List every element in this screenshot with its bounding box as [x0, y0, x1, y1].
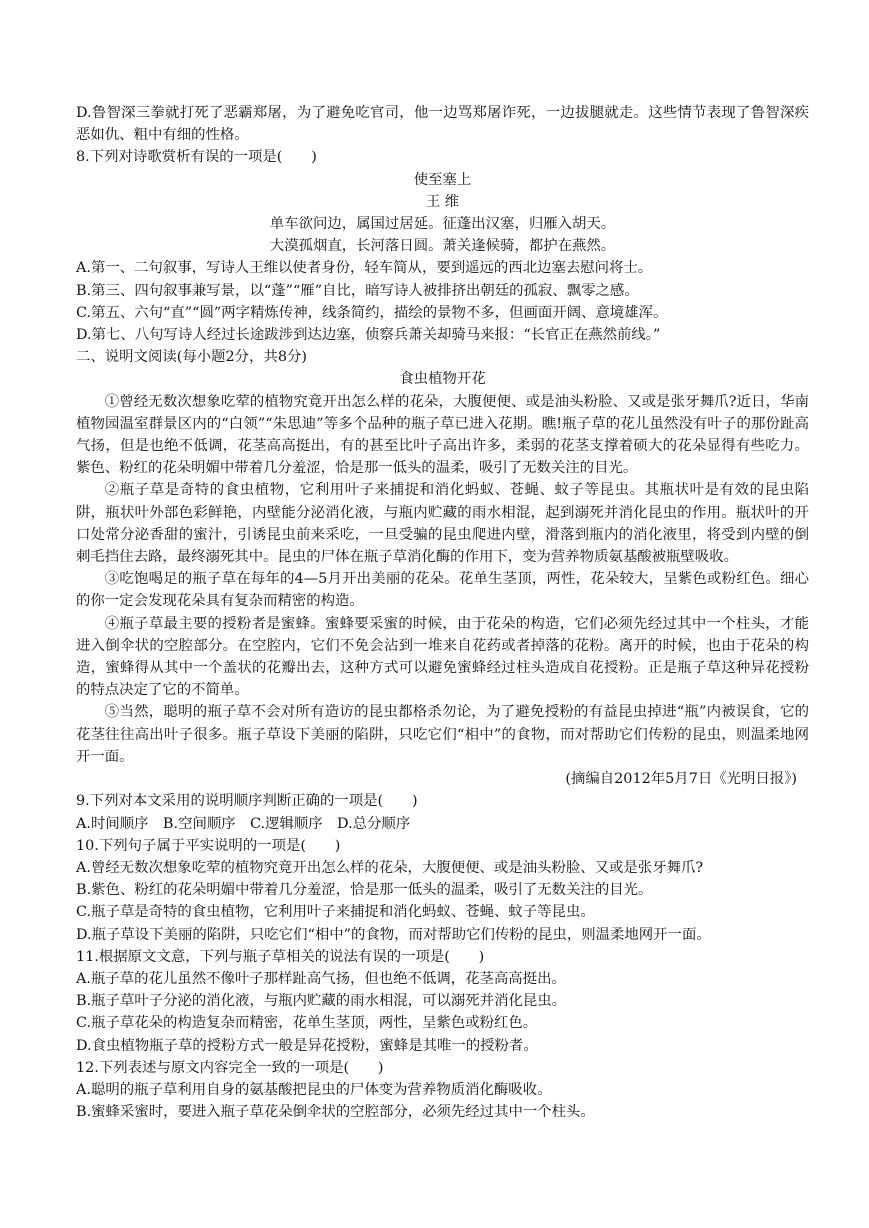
q11-stem: 11.根据原文文意，下列与瓶子草相关的说法有误的一项是( ) [76, 948, 485, 965]
q12-option-b: B.蜜蜂采蜜时，要进入瓶子草花朵倒伞状的空腔部分，必须先经过其中一个柱头。 [76, 1104, 595, 1121]
section-heading: 二、说明文阅读(每小题2分，共8分) [76, 349, 308, 366]
q8-stem: 8.下列对诗歌赏析有误的一项是( ) [76, 149, 317, 166]
q10-option-d: D.瓶子草设下美丽的陷阱，只吃它们“相中”的食物，而对帮助它们传粉的昆虫，则温柔地网开一面。 [76, 926, 711, 943]
poem-title: 使至塞上 [413, 171, 472, 188]
q7-option-d: D.鲁智深三拳就打死了恶霸郑屠，为了避免吃官司，他一边骂郑屠诈死，一边拔腿就走。这些情节表现了鲁智深疾恶如仇、粗中有细的性格。 [76, 105, 809, 144]
q8-option-a: A.第一、二句叙事，写诗人王维以使者身份，轻车简从，要到遥远的西北边塞去慰问将士。 [76, 260, 653, 277]
article-paragraph-4: ④瓶子草最主要的授粉者是蜜蜂。蜜蜂要采蜜的时候，由于花朵的构造，它们必须先经过其中一个柱头，才能进入倒伞状的空腔部分。在空腔内，它们不免会沾到一堆来自花药或者掉落的花粉。离开的时候，也由于花朵的构造，蜜蜂得从其中一个盖状的花瓣出去，这种方式可以避免蜜蜂经过柱头造成自花授粉。正是瓶子草这种异花授粉的特点决定了它的不简单。 [76, 615, 809, 699]
q9-stem: 9.下列对本文采用的说明顺序判断正确的一项是( ) [76, 793, 418, 810]
q11-option-b: B.瓶子草叶子分泌的消化液，与瓶内贮藏的雨水相混，可以溺死并消化昆虫。 [76, 993, 567, 1010]
q11-option-c: C.瓶子草花朵的构造复杂而精密，花单生茎顶，两性，呈紫色或粉红色。 [76, 1015, 538, 1032]
q10-option-c: C.瓶子草是奇特的食虫植物，它利用叶子来捕捉和消化蚂蚁、苍蝇、蚊子等昆虫。 [76, 904, 595, 921]
article-title: 食虫植物开花 [399, 371, 486, 388]
article-source: (摘编自2012年5月7日《光明日报》) [565, 771, 797, 788]
q8-option-c: C.第五、六句“直”“圆”两字精炼传神，线条简约，描绘的景物不多，但画面开阔、意境雄浑。 [76, 304, 668, 321]
article-paragraph-2: ②瓶子草是奇特的食虫植物，它利用叶子来捕捉和消化蚂蚁、苍蝇、蚊子等昆虫。其瓶状叶是有效的昆虫陷阱，瓶状叶外部色彩鲜艳，内壁能分泌消化液，与瓶内贮藏的雨水相混，起到溺死并消化昆虫的作用。瓶状叶的开口处常分泌香甜的蜜汁，引诱昆虫前来采吃，一旦受骗的昆虫爬进内壁，滑落到瓶内的消化液里，将受到内壁的倒刺毛挡住去路，最终溺死其中。昆虫的尸体在瓶子草消化酶的作用下，变为营养物质氨基酸被瓶壁吸收。 [76, 482, 809, 566]
q11-option-a: A.瓶子草的花儿虽然不像叶子那样趾高气扬，但也绝不低调，花茎高高挺出。 [76, 970, 566, 987]
q12-option-a: A.聪明的瓶子草利用自身的氨基酸把昆虫的尸体变为营养物质消化酶吸收。 [76, 1081, 552, 1098]
poem-line-2: 大漠孤烟直，长河落日圆。萧关逢候骑，都护在燕然。 [269, 238, 616, 255]
q9-options: A.时间顺序 B.空间顺序 C.逻辑顺序 D.总分顺序 [76, 815, 411, 832]
q8-option-b: B.第三、四句叙事兼写景，以“蓬”“雁”自比，暗写诗人被排挤出朝廷的孤寂、飘零之感。 [76, 282, 639, 299]
q8-option-d: D.第七、八句写诗人经过长途跋涉到达边塞，侦察兵萧关却骑马来报：“长官正在燕然前线。” [76, 327, 661, 344]
q10-option-a: A.曾经无数次想象吃荤的植物究竟开出怎么样的花朵，大腹便便、或是油头粉脸、又或是张牙舞爪? [76, 859, 704, 876]
article-paragraph-5: ⑤当然，聪明的瓶子草不会对所有造访的昆虫都格杀勿论，为了避免授粉的有益昆虫掉进“瓶”内被误食，它的花茎往往高出叶子很多。瓶子草设下美丽的陷阱，只吃它们“相中”的食物，而对帮助它们传粉的昆虫，则温柔地网开一面。 [76, 704, 809, 765]
q11-option-d: D.食虫植物瓶子草的授粉方式一般是异花授粉，蜜蜂是其唯一的授粉者。 [76, 1037, 538, 1054]
q10-stem: 10.下列句子属于平实说明的一项是( ) [76, 837, 341, 854]
article-paragraph-3: ③吃饱喝足的瓶子草在每年的4—5月开出美丽的花朵。花单生茎顶，两性，花朵较大，呈紫色或粉红色。细心的你一定会发现花朵具有复杂而精密的构造。 [76, 571, 809, 610]
q10-option-b: B.紫色、粉红的花朵明媚中带着几分羞涩，恰是那一低头的温柔，吸引了无数关注的目光。 [76, 882, 653, 899]
poem-author: 王 维 [425, 193, 460, 210]
q12-stem: 12.下列表述与原文内容完全一致的一项是( ) [76, 1059, 384, 1076]
article-paragraph-1: ①曾经无数次想象吃荤的植物究竟开出怎么样的花朵，大腹便便、或是油头粉脸、又或是张牙舞爪?近日，华南植物园温室群景区内的“白领”“朱思迪”等多个品种的瓶子草已进入花期。瞧!瓶子草的花儿虽然没有叶子的那份趾高气扬，但是也绝不低调，花茎高高挺出，有的甚至比叶子高出许多，柔弱的花茎支撑着硕大的花朵显得有些吃力。紫色、粉红的花朵明媚中带着几分羞涩，恰是那一低头的温柔，吸引了无数关注的目光。 [76, 393, 809, 477]
poem-line-1: 单车欲问边，属国过居延。征蓬出汉塞，归雁入胡天。 [269, 216, 616, 233]
